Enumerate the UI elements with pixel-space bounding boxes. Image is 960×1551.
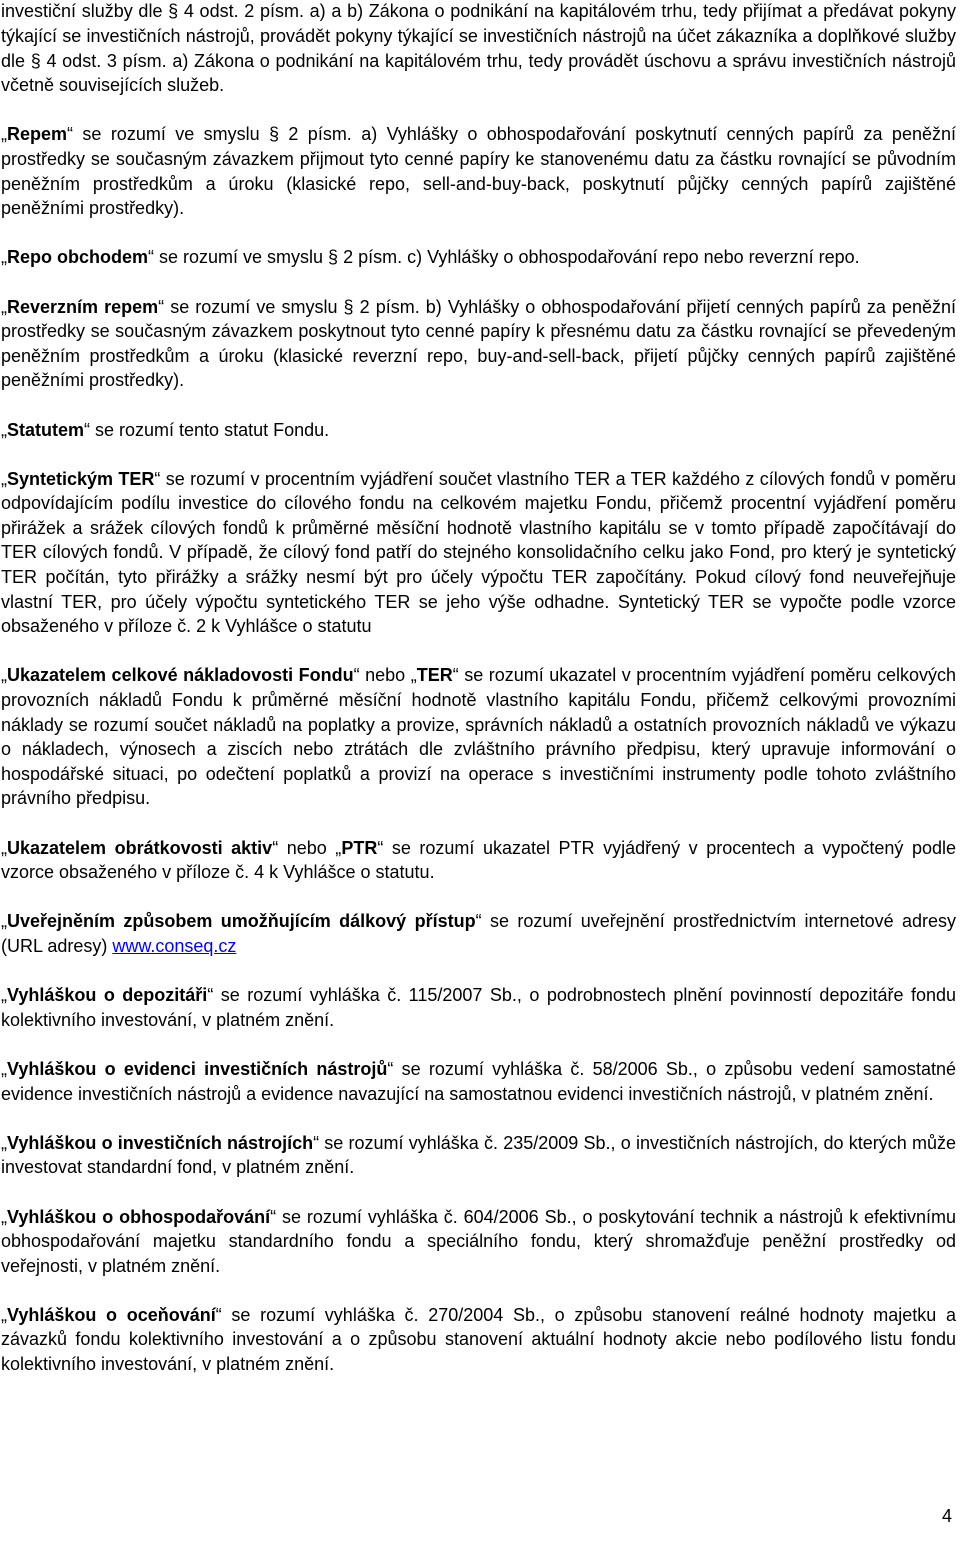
paragraph-text: “ se rozumí ve smyslu § 2 písm. a) Vyhlášky o obhospodařování poskytnutí cenných papírů za peněžní prostředky se současným závazkem přijmout tyto cenné papíry ke stanovenému datu za částku rovnající se původním peněžním prostředkům a úroku (klasické repo, sell-and-buy-back, poskytnutí půjčky cenných papírů zajištěné peněžními prostředky). [1, 124, 956, 219]
paragraph-text: “ se rozumí vyhláška č. 58/2006 Sb., o způsobu vedení samostatné evidence investičních nástrojů a evidence navazující na samostatnou evidenci investičních nástrojů, v platném znění. [1, 1058, 956, 1104]
definition-paragraph [1, 467, 956, 639]
defined-term: PTR [341, 837, 378, 858]
definition-paragraph [1, 836, 956, 885]
paragraph-text: “ nebo „ [272, 837, 342, 858]
paragraph-text: “ se rozumí vyhláška č. 115/2007 Sb., o podrobnostech plnění povinností depozitáře fondu kolektivního investování, v platném znění. [1, 985, 957, 1030]
paragraph-text: „ [1, 985, 7, 1006]
definition-paragraph [1, 295, 956, 393]
definition-paragraph [1, 1131, 956, 1180]
document-body [1, 0, 956, 1401]
definition-paragraph [1, 1057, 956, 1106]
paragraph-text: „ [1, 296, 7, 317]
website-link[interactable]: www.conseq.cz [112, 935, 237, 956]
paragraph-text: „ [1, 1058, 7, 1079]
paragraph-text: „ [1, 837, 7, 858]
page-number: 4 [941, 1506, 952, 1526]
definition-paragraph [1, 1205, 956, 1279]
defined-term: Statutem [7, 419, 85, 440]
defined-term: Repem [7, 124, 68, 145]
defined-term: Ukazatelem celkové nákladovosti Fondu [7, 665, 354, 686]
paragraph-text: “ se rozumí vyhláška č. 604/2006 Sb., o poskytování technik a nástrojů k efektivnímu obhospodařování majetku standardního fondu a speciálního fondu, který shromažďuje peněžní prostředky od veřejnosti, v platném znění. [1, 1206, 956, 1276]
defined-term: Vyhláškou o depozitáři [7, 985, 208, 1006]
defined-term: Ukazatelem obrátkovosti aktiv [7, 837, 273, 858]
paragraph-text: „ [1, 247, 7, 268]
paragraph-text: investiční služby dle § 4 odst. 2 písm. a) a b) Zákona o podnikání na kapitálovém trhu, tedy přijímat a předávat pokyny týkající se investičních nástrojů, provádět pokyny týkající se investičních nástrojů na účet zákazníka a doplňkové služby dle § 4 odst. 3 písm. a) Zákona o podnikání na kapitálovém trhu, tedy provádět úschovu a správu investičních nástrojů včetně souvisejících služeb. [1, 1, 956, 96]
defined-term: Vyhláškou o evidenci investičních nástrojů [7, 1058, 388, 1079]
paragraph-text: “ se rozumí ukazatel v procentním vyjádření poměru celkových provozních nákladů Fondu k průměrné měsíční hodnotě vlastního kapitálu Fondu, přičemž celkovými provozními náklady se rozumí součet nákladů na poplatky a provize, správních nákladů a ostatních provozních nákladů ve výkazu o nákladech, výnosech a ziscích nebo ztrátách dle zvláštního právního předpisu, který upravuje informování o hospodářské situaci, po odečtení poplatků a provizí na operace s investičními instrumenty podle tohoto zvláštního právního předpisu. [1, 665, 956, 809]
paragraph-text: “ se rozumí uveřejnění prostřednictvím internetové adresy (URL adresy) [1, 911, 956, 956]
paragraph-text: “ se rozumí ve smyslu § 2 písm. b) Vyhlášky o obhospodařování přijetí cenných papírů za peněžní prostředky se současným závazkem poskytnout tyto cenné papíry k přesnému datu za částku rovnající se převedeným peněžním prostředkům a úroku (klasické reverzní repo, buy-and-sell-back, přijetí půjčky cenných papírů zajištěné peněžními prostředky). [1, 296, 956, 391]
paragraph-text: „ [1, 1132, 7, 1153]
defined-term: Vyhláškou o investičních nástrojích [7, 1132, 314, 1153]
defined-term: TER [416, 665, 453, 686]
paragraph-text: “ se rozumí vyhláška č. 270/2004 Sb., o způsobu stanovení reálné hodnoty majetku a závazků fondu kolektivního investování a o způsobu stanovení aktuální hodnoty akcie nebo podílového listu fondu kolektivního investování, v platném znění. [1, 1304, 956, 1375]
paragraph-text: „ [1, 468, 7, 489]
paragraph-text: “ se rozumí ukazatel PTR vyjádřený v procentech a vypočtený podle vzorce obsaženého v příloze č. 4 k Vyhlášce o statutu. [1, 837, 956, 883]
definition-paragraph [1, 983, 956, 1032]
paragraph-text: “ se rozumí tento statut Fondu. [84, 419, 330, 440]
paragraph-text: “ se rozumí vyhláška č. 235/2009 Sb., o investičních nástrojích, do kterých může investovat standardní fond, v platném znění. [1, 1132, 956, 1178]
defined-term: Vyhláškou o oceňování [7, 1304, 216, 1325]
defined-term: Vyhláškou o obhospodařování [7, 1206, 271, 1227]
defined-term: Uveřejněním způsobem umožňujícím dálkový přístup [7, 911, 476, 932]
paragraph-text: “ se rozumí ve smyslu § 2 písm. c) Vyhlášky o obhospodařování repo nebo reverzní repo. [148, 247, 860, 268]
definition-paragraph [1, 909, 956, 958]
paragraph-text: „ [1, 1304, 7, 1325]
defined-term: Reverzním repem [7, 296, 159, 317]
definition-paragraph [1, 122, 956, 220]
definition-paragraph [1, 418, 956, 443]
paragraph-text: „ [1, 911, 7, 932]
paragraph-text: „ [1, 419, 7, 440]
defined-term: Repo obchodem [7, 247, 149, 268]
definition-paragraph [1, 1303, 956, 1377]
paragraph-text: „ [1, 1206, 7, 1227]
definition-paragraph [1, 0, 956, 98]
paragraph-text: „ [1, 665, 7, 686]
definition-paragraph [1, 245, 956, 270]
paragraph-text: „ [1, 124, 7, 145]
paragraph-text: “ nebo „ [353, 665, 417, 686]
paragraph-text: “ se rozumí v procentním vyjádření součet vlastního TER a TER každého z cílových fondů v poměru odpovídajícím podílu investice do cílového fondu na celkovém majetku Fondu, přičemž procentní vyjádření poměru přirážek a srážek cílových fondů k průměrné měsíční hodnotě vlastního kapitálu se v tomto případě započítávají do TER cílových fondů. V případě, že cílový fond patří do stejného konsolidačního celku jako Fond, pro který je syntetický TER počítán, tyto přirážky a srážky nesmí být pro účely výpočtu TER započítány. Pokud cílový fond neuveřejňuje vlastní TER, pro účely výpočtu syntetického TER se jeho výše odhadne. Syntetický TER se vypočte podle vzorce obsaženého v příloze č. 2 k Vyhlášce o statutu [1, 468, 956, 637]
definition-paragraph [1, 663, 956, 811]
defined-term: Syntetickým TER [7, 468, 155, 489]
